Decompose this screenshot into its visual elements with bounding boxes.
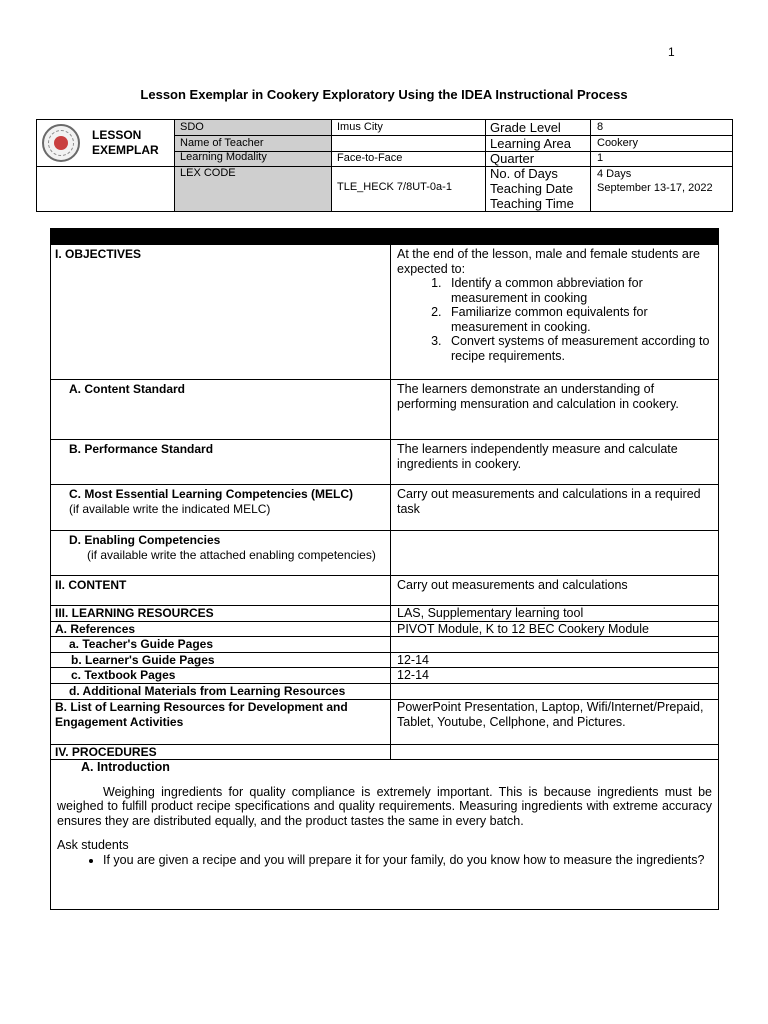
melc-label: C. Most Essential Learning Competencies (MELC) (69, 487, 354, 501)
content-row (51, 575, 718, 605)
references-row (51, 621, 718, 636)
modality-value: Face-to-Face (337, 152, 403, 164)
resources-row (51, 605, 718, 621)
content-value: Carry out measurements and calculations (397, 578, 628, 592)
learners-guide-row (51, 652, 718, 667)
modality-label: Learning Modality (180, 151, 267, 163)
question-item: • If you are given a recipe and you will prepare it for your family, do you know how to measure the ingredients? (103, 853, 712, 868)
objectives-list (397, 276, 712, 363)
objectives-label: I. OBJECTIVES (51, 245, 391, 379)
header-values (332, 120, 486, 211)
objectives-row (51, 244, 718, 379)
objective-item: 3. Convert systems of measurement according to recipe requirements. (445, 334, 712, 363)
resources-list-line: PowerPoint Presentation, Laptop, Wifi/Internet/Prepaid, (397, 700, 704, 714)
learning-area-value: Cookery (597, 137, 638, 149)
textbook-label: c. Textbook Pages (51, 668, 391, 683)
teaching-date-value: September 13-17, 2022 (597, 182, 713, 194)
grade-level-label: Grade Level (490, 120, 561, 135)
textbook-value: 12-14 (397, 668, 429, 682)
content-standard-value: The learners demonstrate an understanding of performing mensuration and calculation in cookery. (397, 382, 679, 411)
seal-cell (37, 120, 175, 167)
enabling-value (391, 531, 718, 575)
page-number: 1 (668, 45, 675, 59)
procedures-row (51, 744, 718, 760)
lesson-header-table (36, 119, 733, 212)
ask-students-text: Ask students (57, 838, 129, 852)
introduction-heading: A. Introduction (81, 760, 170, 774)
melc-row (51, 484, 718, 530)
learners-guide-label: b. Learner's Guide Pages (51, 653, 391, 667)
objectives-intro: At the end of the lesson, male and female students are expected to: (397, 247, 700, 276)
sdo-label: SDO (180, 121, 204, 133)
quarter-label: Quarter (490, 151, 535, 166)
objective-item: 2. Familiarize common equivalents for measurement in cooking. (445, 305, 712, 334)
no-of-days-label: No. of Days (490, 166, 558, 181)
grade-labels (486, 120, 591, 211)
melc-note: (if available write the indicated MELC) (69, 501, 271, 516)
additional-materials-row (51, 683, 718, 699)
enabling-cell (51, 531, 391, 575)
grade-level-value: 8 (597, 121, 604, 133)
performance-standard-label: B. Performance Standard (51, 440, 391, 484)
resources-label: III. LEARNING RESOURCES (51, 606, 391, 621)
enabling-row (51, 530, 718, 575)
melc-value: Carry out measurements and calculations in a required task (397, 487, 701, 516)
teaching-date-label: Teaching Date (490, 181, 574, 196)
additional-materials-label: d. Additional Materials from Learning Resources (51, 684, 391, 699)
sdo-value: Imus City (337, 121, 383, 133)
teacher-label: Name of Teacher (180, 137, 264, 149)
teachers-guide-row (51, 636, 718, 652)
textbook-row (51, 667, 718, 683)
resources-list-cell (391, 700, 718, 744)
lesson-exemplar-label: LESSON EXEMPLAR (92, 128, 159, 157)
document-title: Lesson Exemplar in Cookery Exploratory Using the IDEA Instructional Process (140, 87, 628, 102)
references-value: PIVOT Module, K to 12 BEC Cookery Module (397, 622, 649, 636)
enabling-note: (if available write the attached enabling competencies) (87, 547, 376, 562)
content-standard-row (51, 379, 718, 439)
content-label: II. CONTENT (51, 576, 391, 605)
performance-standard-row (51, 439, 718, 484)
resources-list-label: B. List of Learning Resources for Development and Engagement Activities (51, 700, 391, 744)
procedures-value (391, 745, 718, 760)
introduction-section (51, 759, 718, 909)
resources-list-line: Tablet, Youtube, Cellphone, and Pictures. (397, 714, 626, 729)
lex-code-label: LEX CODE (180, 167, 236, 179)
performance-standard-value: The learners independently measure and calculate ingredients in cookery. (397, 442, 678, 471)
resources-value: LAS, Supplementary learning tool (397, 606, 584, 620)
grade-values (591, 120, 732, 211)
lex-code-value: TLE_HECK 7/8UT-0a-1 (337, 181, 452, 193)
procedures-label: IV. PROCEDURES (51, 745, 391, 760)
teachers-guide-label: a. Teacher's Guide Pages (51, 637, 391, 652)
deped-seal-icon (42, 124, 80, 162)
blank-cell (37, 167, 175, 211)
learning-area-label: Learning Area (490, 136, 571, 151)
resources-list-row (51, 699, 718, 744)
melc-cell (51, 485, 391, 530)
learners-guide-value: 12-14 (397, 653, 429, 667)
quarter-value: 1 (597, 152, 604, 164)
teaching-time-label: Teaching Time (490, 196, 574, 211)
no-of-days-value: 4 Days (597, 168, 632, 180)
question-list (57, 853, 712, 868)
objective-item: 1. Identify a common abbreviation for measurement in cooking (445, 276, 712, 305)
table-header-bar (51, 229, 718, 244)
teachers-guide-value (391, 637, 718, 652)
header-labels (175, 120, 332, 211)
lesson-plan-table (50, 228, 719, 910)
objectives-cell (391, 245, 718, 379)
introduction-paragraph: Weighing ingredients for quality compliance is extremely important. This is because ingredients must be weighed to fulfill product recipe specifications and quality requirements. Measuring ingredients with extreme accuracy ensures they are distributed equally, and the product tastes the same in every batch. (57, 784, 712, 828)
content-standard-label: A. Content Standard (51, 380, 391, 439)
additional-materials-value (391, 684, 718, 699)
references-label: A. References (51, 622, 391, 636)
enabling-label: D. Enabling Competencies (69, 533, 221, 547)
